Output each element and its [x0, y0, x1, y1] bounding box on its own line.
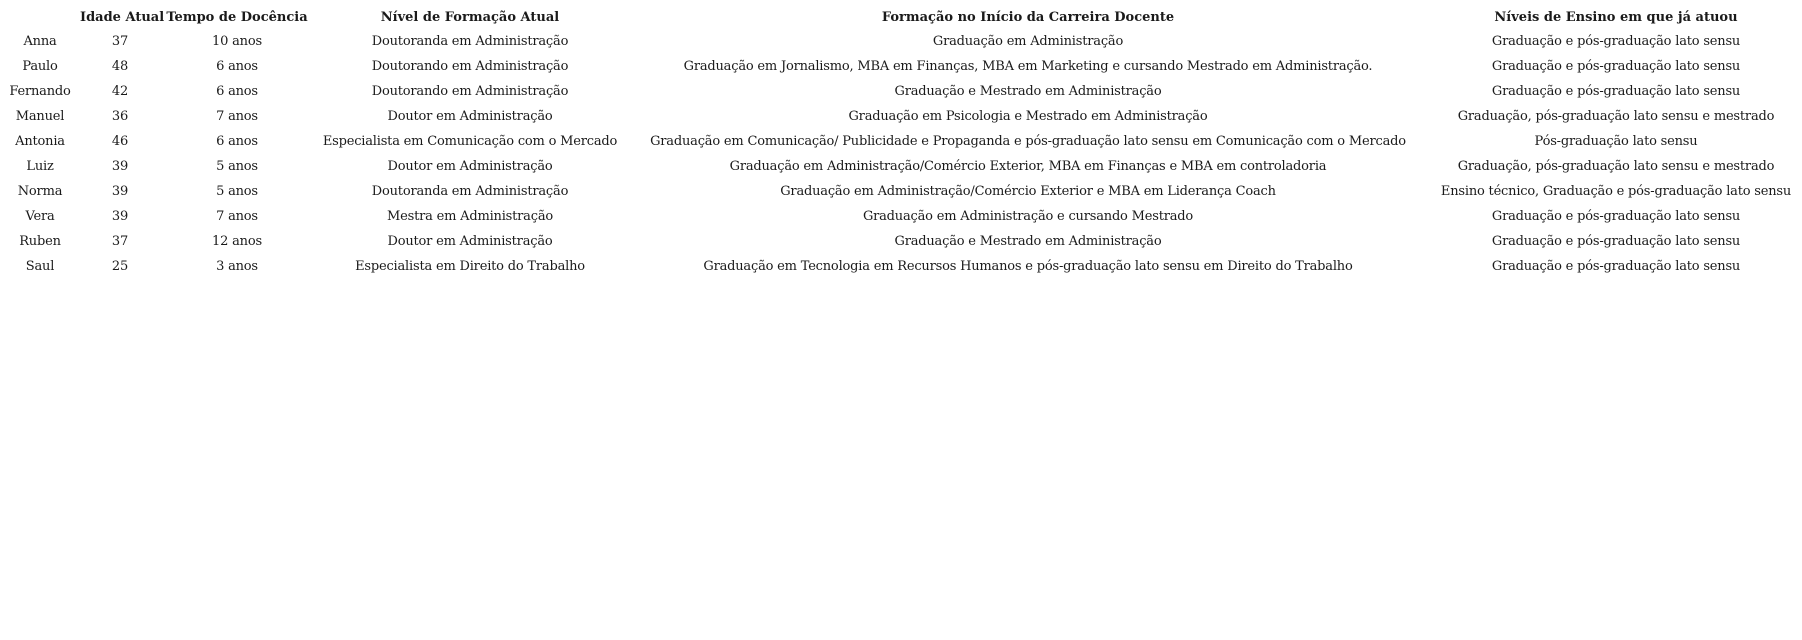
header-row [0, 6, 1802, 29]
cell-teaching-time: 6 anos [216, 59, 258, 74]
cell-current-education-level: Doutorando em Administração [371, 59, 569, 74]
cell-current-age: 39 [111, 159, 129, 174]
cell-current-age: 37 [111, 234, 129, 249]
faculty-profile-table [0, 6, 1802, 279]
cell-name: Paulo [22, 59, 58, 74]
table-row [0, 204, 1802, 229]
header-current-education-level: Nível de Formação Atual [380, 10, 560, 25]
cell-current-age: 48 [111, 59, 129, 74]
cell-teaching-time: 6 anos [216, 84, 258, 99]
cell-teaching-levels: Graduação e pós-graduação lato sensu [1491, 259, 1741, 274]
cell-name: Antonia [15, 134, 65, 149]
cell-teaching-levels: Ensino técnico, Graduação e pós-graduação lato sensu [1440, 184, 1792, 199]
cell-teaching-levels: Pós-graduação lato sensu [1534, 134, 1698, 149]
table-body [0, 29, 1802, 279]
cell-name: Manuel [15, 109, 65, 124]
cell-current-age: 37 [111, 34, 129, 49]
cell-current-education-level: Doutoranda em Administração [371, 184, 569, 199]
cell-initial-education: Graduação e Mestrado em Administração [894, 234, 1162, 249]
cell-teaching-time: 6 anos [216, 134, 258, 149]
cell-teaching-levels: Graduação e pós-graduação lato sensu [1491, 234, 1741, 249]
cell-teaching-time: 10 anos [212, 34, 262, 49]
header-teaching-levels: Níveis de Ensino em que já atuou [1494, 10, 1738, 25]
cell-initial-education: Graduação em Administração e cursando Mestrado [862, 209, 1194, 224]
cell-teaching-levels: Graduação e pós-graduação lato sensu [1491, 59, 1741, 74]
header-name [0, 6, 80, 29]
cell-name: Anna [23, 34, 57, 49]
cell-initial-education: Graduação em Administração/Comércio Exterior e MBA em Liderança Coach [780, 184, 1276, 199]
cell-initial-education: Graduação e Mestrado em Administração [894, 84, 1162, 99]
cell-teaching-time: 5 anos [216, 159, 258, 174]
cell-teaching-time: 5 anos [216, 184, 258, 199]
header-initial-education: Formação no Início da Carreira Docente [881, 10, 1175, 25]
cell-initial-education: Graduação em Comunicação/ Publicidade e Propaganda e pós-graduação lato sensu em Comunicação com o Mercado [650, 134, 1406, 149]
cell-current-education-level: Doutoranda em Administração [371, 34, 569, 49]
header-teaching-time: Tempo de Docência [166, 10, 308, 25]
cell-initial-education: Graduação em Psicologia e Mestrado em Administração [848, 109, 1208, 124]
cell-teaching-levels: Graduação e pós-graduação lato sensu [1491, 209, 1741, 224]
cell-current-age: 25 [111, 259, 129, 274]
cell-name: Ruben [19, 234, 61, 249]
table-row [0, 179, 1802, 204]
cell-current-age: 42 [111, 84, 129, 99]
table-row [0, 104, 1802, 129]
cell-name: Saul [25, 259, 55, 274]
table-header [0, 6, 1802, 29]
cell-teaching-levels: Graduação e pós-graduação lato sensu [1491, 84, 1741, 99]
cell-teaching-levels: Graduação, pós-graduação lato sensu e mestrado [1457, 109, 1775, 124]
cell-initial-education: Graduação em Tecnologia em Recursos Humanos e pós-graduação lato sensu em Direito do Trabalho [703, 259, 1353, 274]
table-row [0, 129, 1802, 154]
table-row [0, 79, 1802, 104]
cell-initial-education: Graduação em Jornalismo, MBA em Finanças, MBA em Marketing e cursando Mestrado em Administração. [683, 59, 1373, 74]
cell-teaching-time: 7 anos [216, 109, 258, 124]
cell-teaching-time: 7 anos [216, 209, 258, 224]
cell-teaching-time: 3 anos [216, 259, 258, 274]
cell-name: Luiz [26, 159, 54, 174]
cell-current-education-level: Mestra em Administração [387, 209, 553, 224]
cell-current-education-level: Doutorando em Administração [371, 84, 569, 99]
cell-name: Norma [17, 184, 63, 199]
cell-current-education-level: Especialista em Direito do Trabalho [355, 259, 585, 274]
cell-current-age: 46 [111, 134, 129, 149]
cell-current-age: 39 [111, 209, 129, 224]
cell-current-age: 39 [111, 184, 129, 199]
cell-teaching-levels: Graduação, pós-graduação lato sensu e mestrado [1457, 159, 1775, 174]
cell-name: Vera [25, 209, 55, 224]
cell-current-education-level: Especialista em Comunicação com o Mercado [322, 134, 618, 149]
header-current-age: Idade Atual [80, 10, 165, 25]
table-row [0, 29, 1802, 54]
cell-name: Fernando [9, 84, 71, 99]
table-row [0, 229, 1802, 254]
table-row [0, 154, 1802, 179]
cell-current-education-level: Doutor em Administração [387, 109, 553, 124]
cell-teaching-time: 12 anos [212, 234, 262, 249]
cell-initial-education: Graduação em Administração [932, 34, 1124, 49]
cell-teaching-levels: Graduação e pós-graduação lato sensu [1491, 34, 1741, 49]
cell-current-age: 36 [111, 109, 129, 124]
cell-current-education-level: Doutor em Administração [387, 234, 553, 249]
table-row [0, 254, 1802, 279]
table-row [0, 54, 1802, 79]
cell-initial-education: Graduação em Administração/Comércio Exterior, MBA em Finanças e MBA em controladoria [729, 159, 1327, 174]
cell-current-education-level: Doutor em Administração [387, 159, 553, 174]
